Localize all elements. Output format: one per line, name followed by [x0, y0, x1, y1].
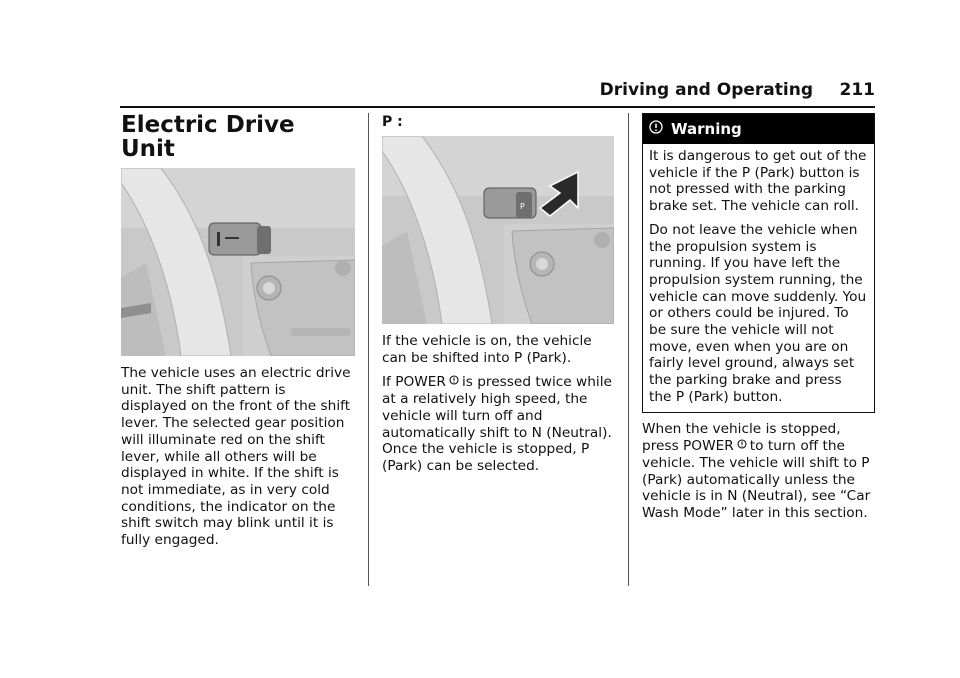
header-rule [120, 106, 875, 108]
park-paragraph-2-after: is pressed twice while at a relatively high speed, the vehicle will turn off and automatically shift to N (Neutral). Once the vehicle is stopped, P (Park) can be selected. [382, 374, 612, 474]
park-paragraph-1: If the vehicle is on, the vehicle can be shifted into P (Park). [382, 333, 592, 366]
warning-triangle-icon [649, 120, 663, 138]
header-section-title: Driving and Operating [599, 80, 813, 100]
warning-paragraph-1: It is dangerous to get out of the vehicle if the P (Park) button is not pressed with the parking brake set. The vehicle can roll. [649, 148, 867, 215]
column-divider-1 [368, 113, 369, 586]
warning-box [642, 113, 875, 413]
warning-header [643, 114, 874, 144]
stopped-paragraph-after: to turn off the vehicle. The vehicle will shift to P (Park) automatically unless the vehicle is in N (Neutral), see “Car Wash Mode” later in this section. [642, 438, 871, 522]
intro-paragraph: The vehicle uses an electric drive unit. The shift pattern is displayed on the front of the shift lever. The selected gear position will illuminate red on the shift lever, while all others will be displayed in white. If the shift is not immediate, as in very cold conditions, the indicator on the shift switch may blink until it is fully engaged. [121, 365, 351, 549]
power-button-icon [737, 437, 747, 447]
park-subheading: P : [382, 114, 403, 130]
power-button-icon [449, 373, 459, 383]
stopped-paragraph-before: When the vehicle is stopped, press POWER [642, 420, 841, 455]
column-3 [642, 113, 875, 529]
column-2 [382, 113, 614, 482]
park-button-photo [382, 136, 614, 324]
warning-title: Warning [671, 120, 742, 138]
stopped-paragraph [642, 421, 875, 522]
park-paragraph-2 [382, 373, 614, 474]
column-divider-2 [628, 113, 629, 586]
page-number: 211 [839, 80, 875, 100]
warning-paragraph-2: Do not leave the vehicle when the propulsion system is running. If you have left the propulsion system running, the vehicle can move suddenly. You or others could be injured. To be sure the vehicle will not move, even when you are on fairly level ground, always set the parking brake and press the P (Park) button. [649, 221, 867, 405]
shift-lever-photo [121, 168, 355, 356]
park-button-label: P [520, 202, 525, 211]
section-title: Electric Drive Unit [121, 112, 295, 162]
page-header [120, 80, 875, 104]
column-1 [121, 113, 355, 556]
warning-body [643, 144, 874, 412]
park-paragraph-2-before: If POWER [382, 374, 446, 391]
